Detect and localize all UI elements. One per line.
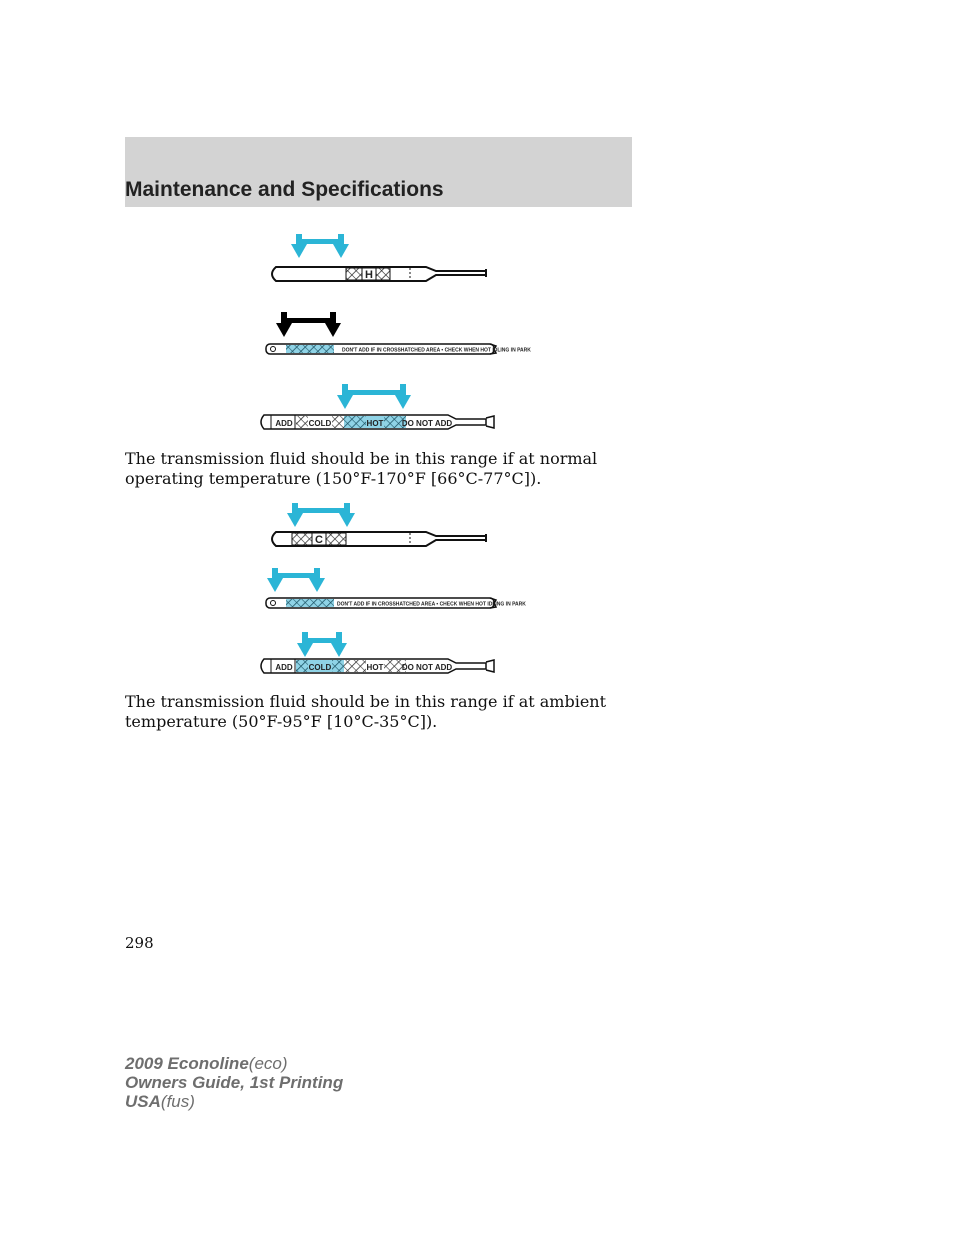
dipstick-3 (261, 632, 494, 673)
figure-cold-range (250, 496, 526, 682)
range-bracket-arrow (296, 234, 344, 244)
hatched-range (286, 599, 334, 607)
arrow-down-icon (331, 643, 347, 657)
footer-model: 2009 Econoline (125, 1054, 249, 1073)
range-letter: H (365, 269, 373, 281)
do-not-add-label: DO NOT ADD (401, 663, 453, 672)
arrow-down-icon (297, 643, 313, 657)
arrow-down-icon (287, 513, 303, 527)
stick-label: DON'T ADD IF IN CROSSHATCHED AREA • CHECK WHEN HOT IDLING IN PARK (342, 347, 531, 354)
range-bracket-arrow (272, 568, 320, 578)
add-label: ADD (275, 663, 293, 672)
arrow-down-icon (395, 395, 411, 409)
arrow-down-icon (291, 244, 307, 258)
arrow-down-icon (309, 578, 325, 592)
arrow-down-icon (339, 513, 355, 527)
footer-printing-info (125, 1054, 343, 1111)
arrow-down-icon (333, 244, 349, 258)
footer-line-3 (125, 1092, 343, 1111)
range-bracket-arrow (281, 312, 336, 323)
hot-label: HOT (366, 419, 384, 428)
range-bracket-arrow (342, 384, 406, 395)
range-bracket-arrow (292, 503, 350, 513)
dipstick-1 (272, 234, 486, 281)
add-label: ADD (275, 419, 293, 428)
hot-label: HOT (366, 663, 384, 672)
range-bracket-arrow (302, 632, 342, 643)
dipstick-1 (272, 503, 486, 546)
dipstick-2 (266, 312, 531, 354)
footer-model-code: (eco) (248, 1054, 288, 1073)
paragraph-hot-range: The transmission fluid should be in this range if at normal operating temperature (150°F-170°F [66°C-77°C]). (125, 449, 598, 488)
hatched-range (286, 345, 334, 353)
arrow-down-icon (325, 323, 341, 337)
arrow-down-icon (337, 395, 353, 409)
dipstick-2 (266, 568, 526, 608)
page-number: 298 (125, 934, 154, 952)
stick-label: DON'T ADD IF IN CROSSHATCHED AREA • CHECK WHEN HOT IDLING IN PARK (337, 601, 526, 608)
paragraph-cold-range: The transmission fluid should be in this range if at ambient temperature (50°F-95°F [10°C-35°C]). (125, 692, 607, 731)
footer-region: USA (125, 1092, 161, 1111)
range-letter: C (315, 534, 323, 546)
dipstick-3 (261, 384, 494, 429)
cold-label: COLD (308, 419, 332, 428)
figure-hot-range (250, 232, 531, 438)
footer-line-1 (125, 1054, 343, 1073)
footer-region-code: (fus) (160, 1092, 195, 1111)
section-title: Maintenance and Specifications (125, 178, 444, 201)
arrow-down-icon (267, 578, 283, 592)
do-not-add-label: DO NOT ADD (401, 419, 453, 428)
cold-label: COLD (308, 663, 332, 672)
arrow-down-icon (276, 323, 292, 337)
footer-line-2: Owners Guide, 1st Printing (125, 1073, 344, 1092)
